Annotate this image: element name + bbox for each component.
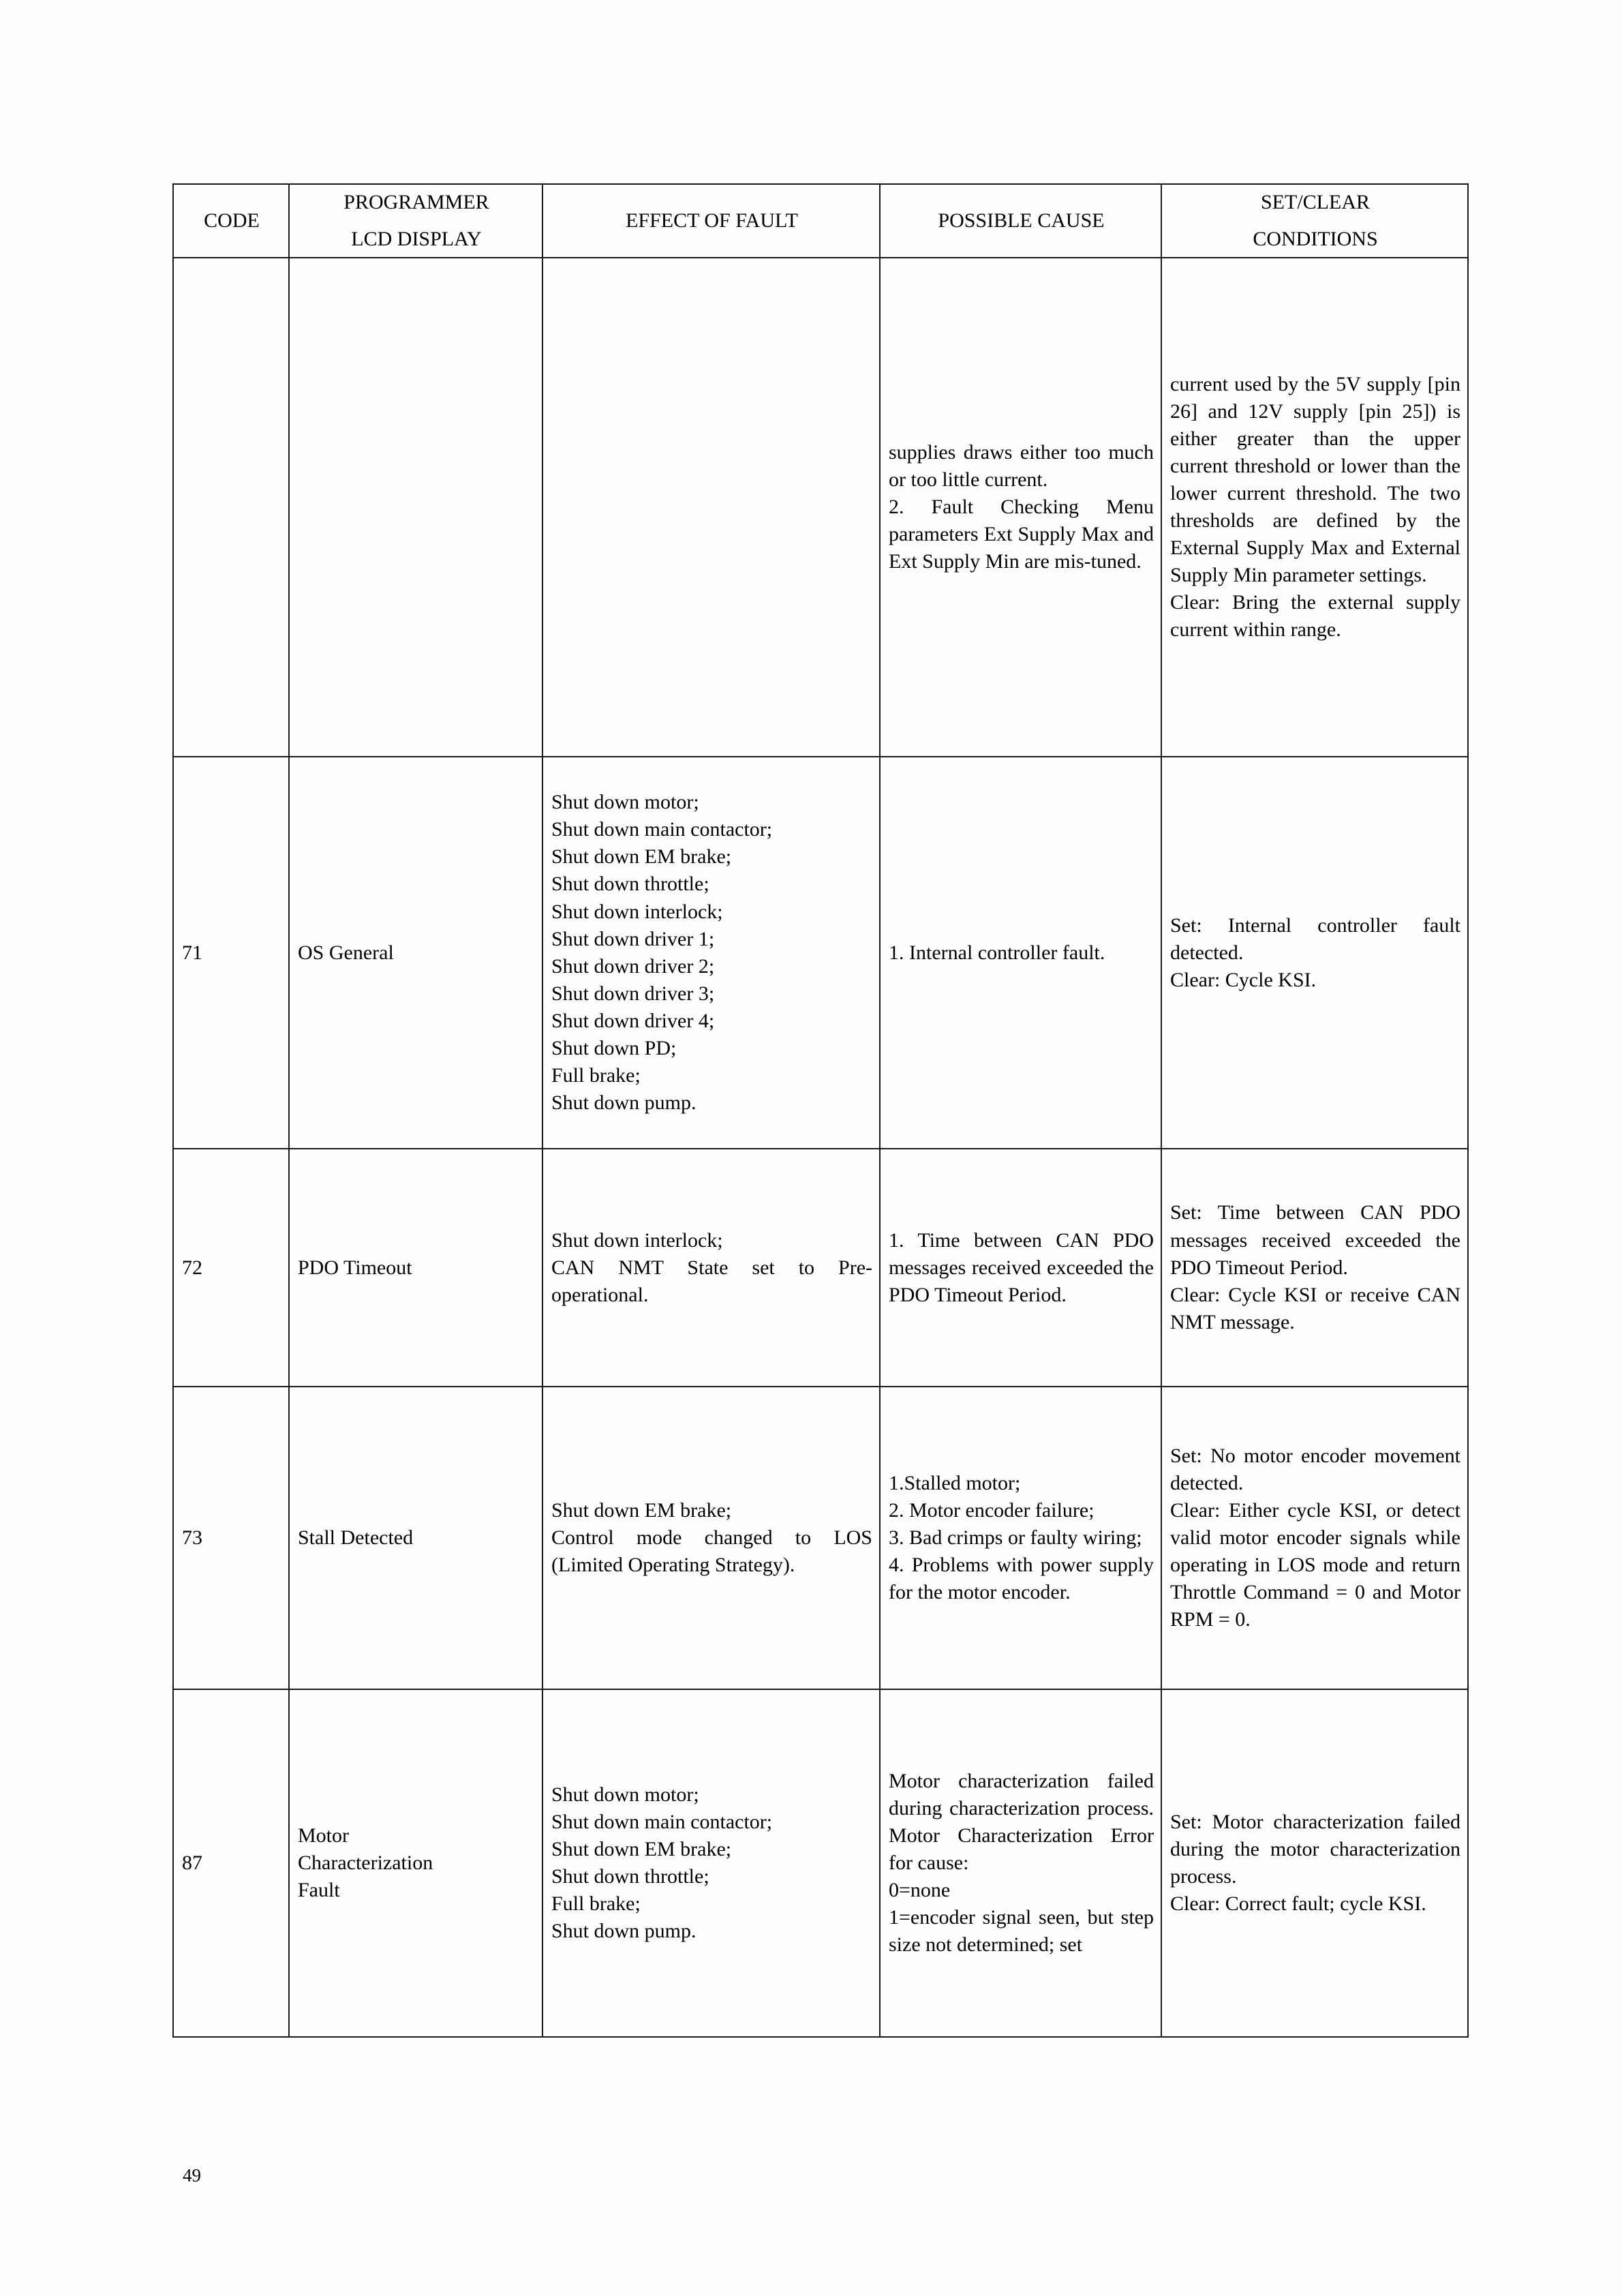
cell-set-clear-conditions	[1161, 1149, 1468, 1387]
cell-set-clear-conditions	[1161, 757, 1468, 1149]
column-header-effect-of-fault: EFFECT OF FAULT	[542, 184, 880, 258]
cell-set-clear-conditions	[1161, 258, 1468, 757]
cause-paragraph: 1.Stalled motor;	[889, 1471, 1021, 1494]
table-row	[173, 1689, 1468, 2037]
column-header-possible-cause: POSSIBLE CAUSE	[880, 184, 1161, 258]
effect-line: Shut down EM brake;	[551, 1499, 732, 1522]
cell-code: 73	[173, 1387, 289, 1689]
effect-line: Full brake;	[551, 1892, 641, 1916]
cause-paragraph: 1. Time between CAN PDO messages received exceeded the PDO Timeout Period.	[889, 1228, 1154, 1306]
table-row	[173, 757, 1468, 1149]
cell-set-clear-conditions	[1161, 1689, 1468, 2037]
cell-effect-of-fault	[542, 1149, 880, 1387]
cell-possible-cause	[880, 1689, 1161, 2037]
cell-lcd-display: OS General	[289, 757, 542, 1149]
effect-line: Shut down motor;	[551, 791, 699, 814]
cause-paragraph: 2. Fault Checking Menu parameters Ext Supply Max and Ext Supply Min are mis-tuned.	[889, 496, 1154, 573]
column-header-set-clear-line: SET/CLEAR	[1260, 191, 1370, 213]
cause-paragraph: 4. Problems with power supply for the motor encoder.	[889, 1554, 1154, 1604]
cell-possible-cause	[880, 1387, 1161, 1689]
cell-code: 87	[173, 1689, 289, 2037]
cell-set-clear-conditions	[1161, 1387, 1468, 1689]
cell-effect-of-fault	[542, 1387, 880, 1689]
effect-line: Shut down motor;	[551, 1783, 699, 1806]
cause-paragraph: Motor characterization failed during characterization process. Motor Characterization Error for cause:	[889, 1769, 1154, 1875]
cell-code: 71	[173, 757, 289, 1149]
cell-effect-of-fault	[542, 1689, 880, 2037]
cell-lcd-display: PDO Timeout	[289, 1149, 542, 1387]
effect-line: Full brake;	[551, 1063, 641, 1087]
table-row	[173, 1149, 1468, 1387]
cell-possible-cause	[880, 258, 1161, 757]
cell-code: 72	[173, 1149, 289, 1387]
cause-paragraph: 1=encoder signal seen, but step size not determined; set	[889, 1906, 1154, 1957]
cell-effect-of-fault	[542, 258, 880, 757]
table-header-row	[173, 184, 1468, 258]
table-body	[173, 258, 1468, 2037]
effect-line: Shut down throttle;	[551, 873, 709, 896]
effect-line: Shut down main contactor;	[551, 818, 773, 841]
cause-paragraph: supplies draws either too much or too little current.	[889, 440, 1154, 492]
clear-paragraph: Clear: Bring the external supply current within range.	[1170, 591, 1460, 641]
cause-paragraph: 1. Internal controller fault.	[889, 941, 1105, 964]
fault-code-table	[172, 183, 1469, 2038]
table-row	[173, 1387, 1468, 1689]
effect-line: Shut down PD;	[551, 1036, 677, 1059]
cell-lcd-display: Stall Detected	[289, 1387, 542, 1689]
effect-line: Shut down pump.	[551, 1920, 697, 1943]
effect-line: Shut down pump.	[551, 1091, 697, 1114]
effect-line: Shut down EM brake;	[551, 845, 732, 868]
cell-possible-cause	[880, 1149, 1161, 1387]
column-header-set-clear-conditions	[1161, 184, 1468, 258]
header-line-spacer	[298, 216, 535, 226]
lcd-line: Characterization	[298, 1852, 433, 1875]
clear-paragraph: Clear: Correct fault; cycle KSI.	[1170, 1892, 1426, 1916]
cause-paragraph: 0=none	[889, 1879, 951, 1902]
cell-code	[173, 258, 289, 757]
cell-lcd-display	[289, 258, 542, 757]
effect-line: Shut down driver 1;	[551, 927, 715, 950]
header-line-spacer	[1170, 216, 1460, 226]
effect-line: Shut down driver 4;	[551, 1009, 715, 1032]
column-header-conditions-line: CONDITIONS	[1253, 228, 1378, 251]
effect-line: Shut down main contactor;	[551, 1811, 773, 1833]
column-header-lcd-display-line: LCD DISPLAY	[351, 228, 482, 251]
cause-paragraph: 3. Bad crimps or faulty wiring;	[889, 1526, 1142, 1550]
set-paragraph: current used by the 5V supply [pin 26] and 12V supply [pin 25]) is either greater than the upper current threshold or lower than the lower current threshold. The two thresholds are defined by the External Supply Max and External Supply Min parameter settings.	[1170, 372, 1460, 587]
table-header	[173, 184, 1468, 258]
table-row	[173, 258, 1468, 757]
effect-line: Shut down driver 3;	[551, 982, 715, 1005]
lcd-line: Motor	[298, 1824, 349, 1847]
page-number: 49	[183, 2165, 201, 2186]
effect-line: Shut down driver 2;	[551, 954, 715, 978]
cause-paragraph: 2. Motor encoder failure;	[889, 1499, 1095, 1522]
set-paragraph: Set: Time between CAN PDO messages received exceeded the PDO Timeout Period.	[1170, 1201, 1460, 1279]
cell-effect-of-fault	[542, 757, 880, 1149]
set-paragraph: Set: Motor characterization failed during the motor characterization process.	[1170, 1811, 1460, 1888]
lcd-line: Fault	[298, 1879, 340, 1902]
set-paragraph: Set: No motor encoder movement detected.	[1170, 1444, 1460, 1494]
column-header-programmer-line: PROGRAMMER	[343, 191, 489, 213]
cell-possible-cause	[880, 757, 1161, 1149]
set-paragraph: Set: Internal controller fault detected.	[1170, 913, 1460, 964]
column-header-code: CODE	[173, 184, 289, 258]
clear-paragraph: Clear: Cycle KSI or receive CAN NMT message.	[1170, 1283, 1460, 1333]
cell-lcd-display	[289, 1689, 542, 2037]
effect-line: Shut down interlock;	[551, 900, 723, 923]
effect-line: Shut down throttle;	[551, 1865, 709, 1888]
effect-line: CAN NMT State set to Pre-operational.	[551, 1256, 872, 1306]
clear-paragraph: Clear: Either cycle KSI, or detect valid motor encoder signals while operating in LOS mode and return Throttle Command = 0 and Motor RPM = 0.	[1170, 1499, 1460, 1631]
effect-line: Control mode changed to LOS (Limited Operating Strategy).	[551, 1526, 872, 1577]
effect-line: Shut down interlock;	[551, 1228, 723, 1252]
column-header-programmer-lcd-display	[289, 184, 542, 258]
clear-paragraph: Clear: Cycle KSI.	[1170, 968, 1317, 991]
effect-line: Shut down EM brake;	[551, 1838, 732, 1861]
